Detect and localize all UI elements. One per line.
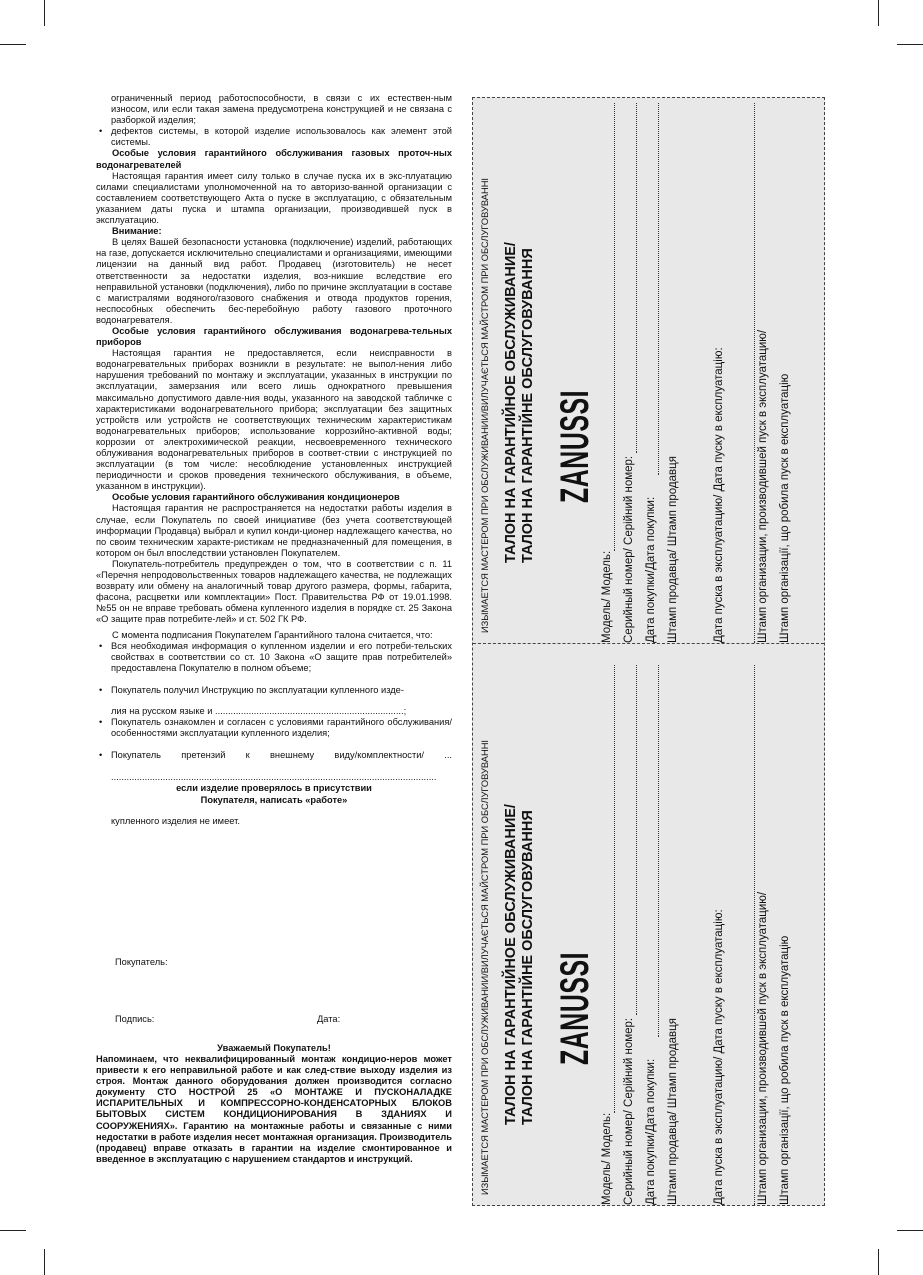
dear-buyer-heading: Уважаемый Покупатель! xyxy=(217,1043,331,1053)
crop-mark xyxy=(878,1249,879,1275)
crop-mark xyxy=(897,44,923,45)
crop-mark xyxy=(0,1230,26,1231)
paragraph: Покупатель-потребитель предупрежден о том, что в соответствии с п. 11 «Перечня непродовольственных товаров надлежащего качества, не подлежащих возврату или обмену на аналогичный товар другого размера, формы, габарита, фасона, расцветки или комплектации» Пост. Правительства РФ от 19.01.1998. №55 он не вправе требовать обмена купленного изделия в порядке ст. 25 Закона «О защите прав потребите-лей» и ст. 502 ГК РФ. xyxy=(96,558,452,625)
fill-line xyxy=(635,103,637,453)
section-heading: Особые условия гарантийного обслуживания кондиционеров xyxy=(112,492,400,503)
crop-mark xyxy=(897,1230,923,1231)
paragraph: Настоящая гарантия имеет силу только в случае пуска их в экс-плуатацию силами специалистами уполномоченной на то авторизо-ванной организации с составлением соответствующего Акта о пуске в эксплуатацию, с обязательным указанием даты пуска и штампа организации, производившей пуск в эксплуатацию. xyxy=(96,170,452,226)
seller-stamp-label: Штамп продавца/ Штамп продавця xyxy=(667,456,679,643)
section-heading: Особые условия гарантийного обслуживания газовых проточ-ных водонагревателей xyxy=(96,148,452,170)
paragraph: Настоящая гарантия не распространяется на недостатки работы изделия в случае, если Покупатель по своей инициативе (без учета соответствующей информации Продавца) выбрал и купил конди-ционер надлежащего качества, но по своим техническим характе-ристикам не предназначенный для помещения, в котором он был впоследствии установлен Покупателем. xyxy=(96,503,452,558)
buyer-label: Покупатель: xyxy=(115,957,168,967)
note-line: Покупателя, написать «работе» xyxy=(200,794,348,805)
paragraph: ограниченный период работоспособности, в связи с их естествен-ным износом, или если такая замена предусмотрена конструкцией и не связана с разборкой изделия; xyxy=(111,93,452,126)
start-date-label: Дата пуска в эксплуатацию/ Дата пуску в експлуатацію: xyxy=(713,347,725,643)
crop-mark xyxy=(44,1249,45,1275)
installation-notice: Напоминаем, что неквалифицированный монтаж кондицио-неров может привести к его неправильной работе и как след-ствие выходу изделия из строя. Монтаж данного оборудования должен производится согласно документу СТО НОСТРОЙ 25 «О МОНТАЖЕ И ПУСКОНАЛАДКЕ ИСПАРИТЕЛЬНЫХ И КОМПРЕССОРНО-КОНДЕНСАТОРНЫХ БЛОКОВ БЫТОВЫХ СИСТЕМ КОНДИЦИОНИРОВАНИЯ В ЗДАНИЯХ И СООРУЖЕНИЯХ». Гарантию на монтажные работы и связанные с ними недостатки в работе изделия несет монтажная организация. Производитель (продавец) вправе отказать в гарантии на изделие смонтированное и введенное в эксплуатацию с нарушением стандартов и инструкций. xyxy=(96,1054,452,1164)
purchase-date-label: Дата покупки/Дата покупки: xyxy=(645,496,657,643)
seller-stamp-label: Штамп продавца/ Штамп продавця xyxy=(667,1018,679,1205)
crop-mark xyxy=(0,44,26,45)
paragraph: купленного изделия не имеет. xyxy=(111,815,240,826)
fill-line xyxy=(635,665,637,1015)
bullet-item: • Покупатель получил Инструкцию по эксплуатации купленного изде- xyxy=(96,685,452,696)
serial-label: Серийный номер/ Серійний номер: xyxy=(623,1017,635,1205)
org-stamp-label-ru: Штамп организации, производившей пуск в эксплуатацию/ xyxy=(757,329,769,643)
zanussi-logo: ZANUSSI xyxy=(553,951,597,1065)
dotted-line: .............................................................................................................................. xyxy=(111,772,437,783)
org-stamp-label-ua: Штамп організації, що робила пуск в експлуатацію xyxy=(779,935,791,1205)
bullet-item: • Покупатель претензий к внешнему виду/комплектности/ ... xyxy=(96,750,452,761)
fill-line xyxy=(753,103,755,643)
removal-note: ИЗЫМАЕТСЯ МАСТЕРОМ ПРИ ОБСЛУЖИВАНИИ/ВИЛУЧАЄТЬСЯ МАЙСТРОМ ПРИ ОБСЛУГОВУВАННІ xyxy=(480,739,490,1195)
fill-line xyxy=(753,665,755,1205)
zanussi-logo: ZANUSSI xyxy=(553,389,597,503)
warranty-coupon-bottom xyxy=(473,644,824,1205)
coupon-title-ua: ТАЛОН НА ГАРАНТІЙНЕ ОБСЛУГОВУВАННЯ xyxy=(520,810,536,1125)
fill-line xyxy=(657,103,659,475)
crop-mark xyxy=(44,0,45,26)
org-stamp-label-ru: Штамп организации, производившей пуск в эксплуатацию/ xyxy=(757,891,769,1205)
date-label: Дата: xyxy=(317,1014,341,1024)
org-stamp-label-ua: Штамп організації, що робила пуск в експлуатацію xyxy=(779,373,791,643)
fill-line xyxy=(657,665,659,1037)
crop-mark xyxy=(878,0,879,26)
note-line: если изделие проверялось в присутствии xyxy=(176,783,372,794)
start-date-label: Дата пуска в эксплуатацию/ Дата пуску в експлуатацію: xyxy=(713,909,725,1205)
warranty-conditions-text xyxy=(96,93,452,827)
fill-line xyxy=(613,665,615,1113)
bullet-item: • дефектов системы, в которой изделие использовалось как элемент этой системы. xyxy=(96,126,452,148)
model-label: Модель/ Модель: xyxy=(601,550,613,643)
purchase-date-label: Дата покупки/Дата покупки: xyxy=(645,1058,657,1205)
serial-label: Серийный номер/ Серійний номер: xyxy=(623,455,635,643)
paragraph: В целях Вашей безопасности установка (подключение) изделий, работающих на газе, допускается исключительно специалистами и организациями, имеющими лицензии на данный вид работ. Продавец (изготовитель) не несет ответственности за недостатки изделия, воз-никшие вследствие его неправильной установки (подключения), либо по причине эксплуатации в составе с магистралями водяного/газового снабжения и отвода продуктов горения, неспособных обеспечить бес-перебойную работу газового проточного водонагревателя. xyxy=(96,237,452,325)
warranty-coupons xyxy=(472,97,825,1206)
removal-note: ИЗЫМАЕТСЯ МАСТЕРОМ ПРИ ОБСЛУЖИВАНИИ/ВИЛУЧАЄТЬСЯ МАЙСТРОМ ПРИ ОБСЛУГОВУВАННІ xyxy=(480,177,490,633)
signature-label: Подпись: xyxy=(115,1014,155,1024)
bullet-continuation: лия на русском языке и .........................................................................; xyxy=(111,705,407,716)
coupon-title-ru: ТАЛОН НА ГАРАНТИЙНОЕ ОБСЛУЖИВАНИЕ/ xyxy=(503,242,519,563)
coupon-title-ru: ТАЛОН НА ГАРАНТИЙНОЕ ОБСЛУЖИВАНИЕ/ xyxy=(503,804,519,1125)
section-heading: Особые условия гарантийного обслуживания водонагрева-тельных приборов xyxy=(96,325,452,348)
paragraph: Настоящая гарантия не предоставляется, если неисправности в водонагревательных приборах возникли в результате: не выпол-нения либо нарушения требований по монтажу и эксплуатации, указанных в инструкции по эксплуатации, замерзания или всего лишь однократного превышения максимально допустимого давле-ния воды, указанного на заводской табличке с характеристиками водонагревательного прибора; эксплуатации без защитных устройств или устройств не соответствующих техническим характеристикам водонагревательных приборов; использование коррозийно-активной воды; коррозии от электрохимической реакции, несвоевременного технического облуживания водонагревательных приборов в соответ-ствии с инструкцией по эксплуатации (в том числе: несоблюдение установленных инструкцией периодичности и сроков проведения технического обслуживания, в объеме, указанном в инструкции). xyxy=(96,348,452,492)
bullet-item: • Вся необходимая информация о купленном изделии и его потреби-тельских свойствах в соответствии со ст. 10 Закона «О защите прав потребителей» предоставлена Покупателю в полном объеме; xyxy=(96,641,452,674)
warranty-coupon-top xyxy=(473,98,824,643)
bullet-item: • Покупатель ознакомлен и согласен с условиями гарантийного обслуживания/особенностями эксплуатации купленного изделия; xyxy=(96,717,452,739)
fill-line xyxy=(613,103,615,551)
section-heading: Внимание: xyxy=(112,226,162,237)
coupon-title-ua: ТАЛОН НА ГАРАНТІЙНЕ ОБСЛУГОВУВАННЯ xyxy=(520,248,536,563)
paragraph: С момента подписания Покупателем Гарантийного талона считается, что: xyxy=(112,629,433,640)
model-label: Модель/ Модель: xyxy=(601,1112,613,1205)
